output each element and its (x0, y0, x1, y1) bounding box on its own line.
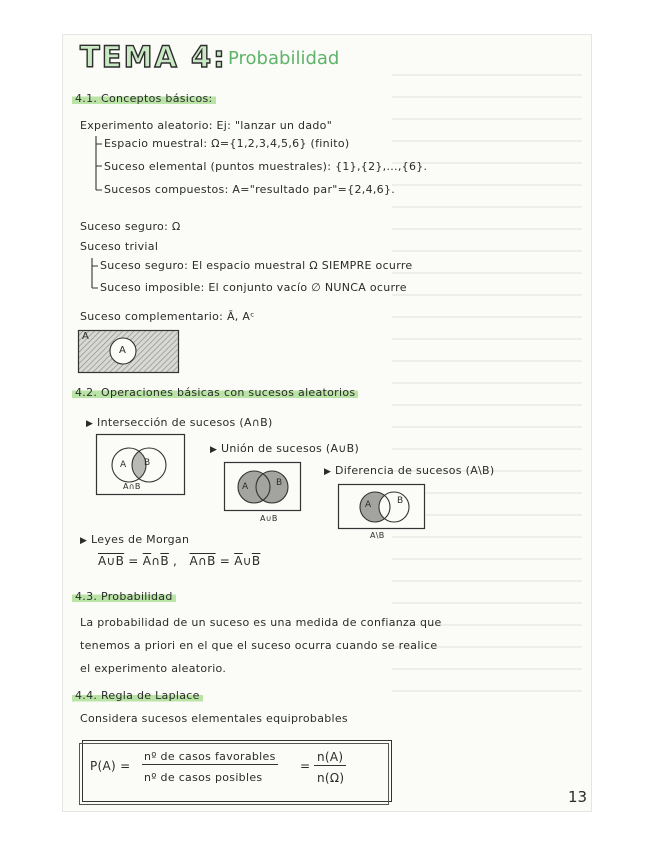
suceso-complementario-line: Suceso complementario: Ā, Aᶜ (80, 310, 255, 323)
union-caption: A∪B (260, 514, 278, 523)
espacio-muestral-line: Espacio muestral: Ω={1,2,3,4,5,6} (finito) (104, 137, 350, 150)
diferencia-label: ▶ Diferencia de sucesos (A\B) (324, 464, 495, 477)
diff-label-b: B (397, 496, 404, 506)
probabilidad-line-1: La probabilidad de un suceso es una medida de confianza que (80, 616, 442, 629)
union-label: ▶ Unión de sucesos (A∪B) (210, 442, 360, 455)
intersection-venn (96, 434, 186, 496)
page-number: 13 (568, 788, 588, 806)
page-title: TEMA 4: (80, 40, 227, 74)
inter-caption: A∩B (123, 482, 141, 491)
laplace-denominator: nº de casos posibles (144, 771, 263, 784)
sucesos-compuestos-line: Sucesos compuestos: A="resultado par"={2,4,6}. (104, 183, 396, 196)
tree-bracket-1 (92, 134, 102, 194)
bullet-triangle-icon: ▶ (324, 467, 332, 477)
morgan-laws: A∪B = $\overline{A}\cap\overline{B}$ , A∩B = $\overline{A}\cup\overline{B}$ (98, 554, 261, 568)
laplace-denominator-2: n(Ω) (317, 771, 345, 785)
section-4-4-heading: 4.4. Regla de Laplace (72, 689, 203, 702)
suceso-elemental-line: Suceso elemental (puntos muestrales): {1},{2},...,{6}. (104, 160, 428, 173)
union-label-b: B (276, 478, 283, 488)
laplace-lhs: P(A) = (90, 759, 131, 773)
notebook-page (62, 34, 592, 812)
bullet-triangle-icon: ▶ (80, 536, 88, 546)
section-4-3-heading: 4.3. Probabilidad (72, 590, 176, 603)
section-4-1-heading: 4.1. Conceptos básicos: (72, 92, 216, 105)
union-label-a: A (242, 482, 249, 492)
suceso-seguro-aux: Suceso seguro: Ω (80, 220, 181, 233)
laplace-eq: = (300, 759, 311, 773)
probabilidad-line-2: tenemos a priori en el que el suceso ocurra cuando se realice (80, 639, 438, 652)
venn-inner-label: A (119, 345, 127, 356)
morgan-title: ▶ Leyes de Morgan (80, 533, 190, 546)
union-venn (224, 462, 302, 512)
experimento-line: Experimento aleatorio: Ej: "lanzar un dado" (80, 119, 333, 132)
section-4-2-heading: 4.2. Operaciones básicas con sucesos aleatorios (72, 386, 358, 399)
laplace-numerator-2: n(A) (314, 750, 346, 766)
venn-outer-label: Ā (82, 331, 90, 342)
complement-venn (78, 330, 180, 374)
diff-label-a: A (365, 500, 372, 510)
probabilidad-line-3: el experimento aleatorio. (80, 662, 227, 675)
suceso-seguro-line: Suceso seguro: El espacio muestral Ω SIEMPRE ocurre (100, 259, 413, 272)
bullet-triangle-icon: ▶ (210, 445, 218, 455)
tree-bracket-2 (88, 256, 98, 292)
inter-label-a: A (120, 460, 127, 470)
suceso-trivial: Suceso trivial (80, 240, 159, 253)
page-subtitle: Probabilidad (228, 48, 340, 69)
laplace-intro: Considera sucesos elementales equiprobables (80, 712, 348, 725)
difference-venn (338, 484, 426, 530)
suceso-imposible-line: Suceso imposible: El conjunto vacío ∅ NUNCA ocurre (100, 281, 407, 294)
diff-caption: A\B (370, 531, 385, 540)
laplace-numerator: nº de casos favorables (144, 750, 276, 763)
inter-label-b: B (144, 458, 151, 468)
bullet-triangle-icon: ▶ (86, 419, 94, 429)
interseccion-label: ▶ Intersección de sucesos (A∩B) (86, 416, 273, 429)
